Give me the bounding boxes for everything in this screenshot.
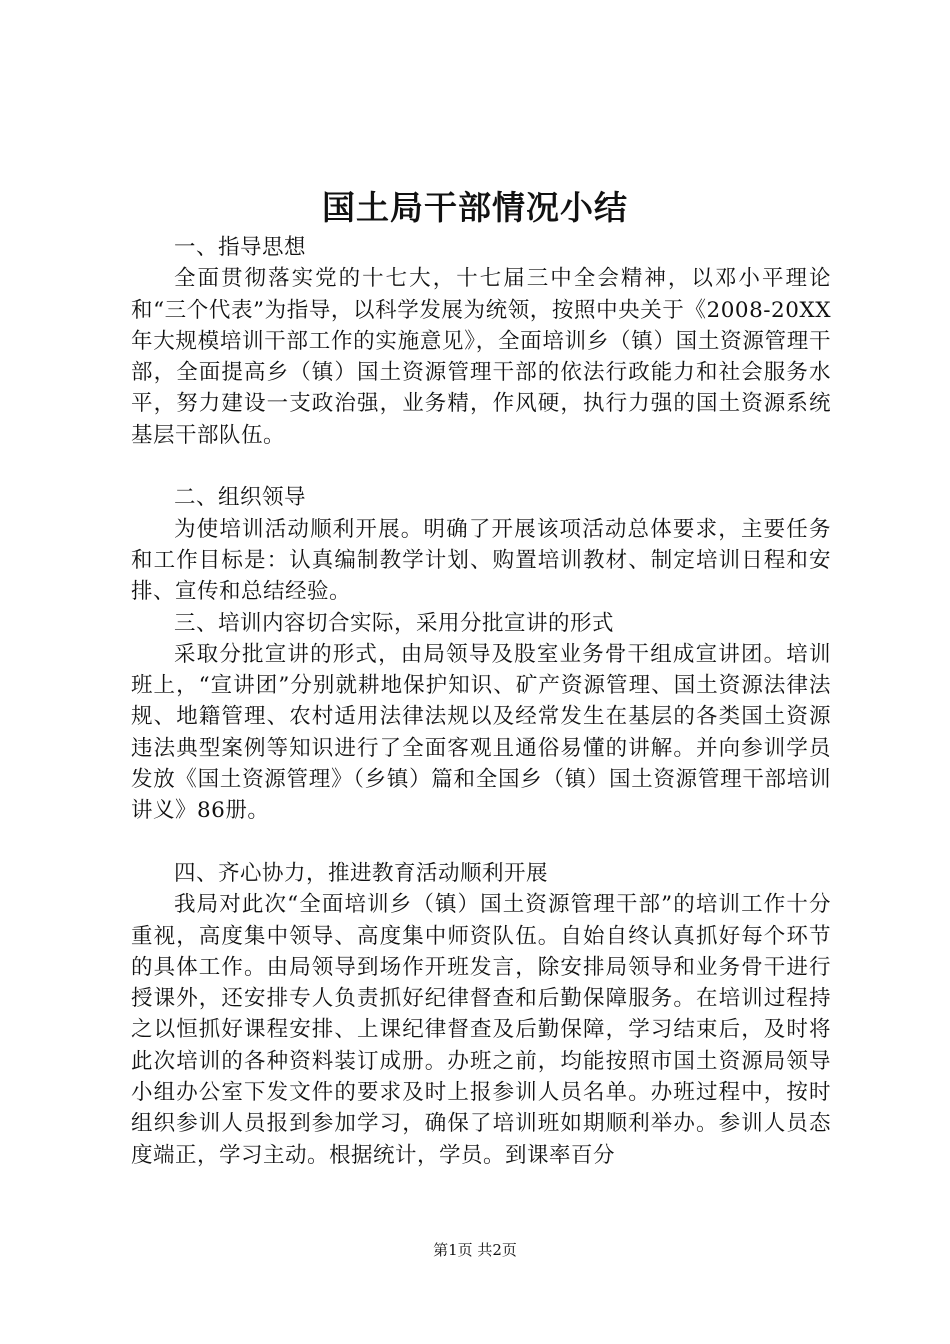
paragraph-gap	[131, 451, 831, 482]
section-paragraph-3: 采取分批宣讲的形式，由局领导及股室业务骨干组成宣讲团。培训班上，“宣讲团”分别就耕地保护知识、矿产资源管理、国土资源法律法规、地籍管理、农村适用法律法规以及经常发生在基层的各类国土资源违法典型案例等知识进行了全面客观且通俗易懂的讲解。并向参训学员发放《国土资源管理》（乡镇）篇和全国乡（镇）国土资源管理干部培训讲义》86册。	[131, 641, 831, 824]
document-title: 国土局干部情况小结	[322, 188, 628, 227]
section-paragraph-1: 全面贯彻落实党的十七大，十七届三中全会精神，以邓小平理论和“三个代表”为指导，以科学发展为统领，按照中央关于《2008-20XX年大规模培训干部工作的实施意见》，全面培训乡（镇）国土资源管理干部，全面提高乡（镇）国土资源管理干部的依法行政能力和社会服务水平，努力建设一支政治强，业务精，作风硬，执行力强的国土资源系统基层干部队伍。	[131, 266, 831, 448]
page-footer: 第1页 共2页	[433, 1241, 517, 1259]
section-heading-3: 三、培训内容切合实际，采用分批宣讲的形式	[174, 610, 615, 636]
paragraph-gap	[131, 827, 831, 858]
section-heading-4: 四、齐心协力，推进教育活动顺利开展	[174, 860, 549, 886]
section-paragraph-4: 我局对此次“全面培训乡（镇）国土资源管理干部”的培训工作十分重视，高度集中领导、高度集中师资队伍。自始自终认真抓好每个环节的具体工作。由局领导到场作开班发言，除安排局领导和业务骨干进行授课外，还安排专人负责抓好纪律督查和后勤保障服务。在培训过程持之以恒抓好课程安排、上课纪律督查及后勤保障，学习结束后，及时将此次培训的各种资料装订成册。办班之前，均能按照市国土资源局领导小组办公室下发文件的要求及时上报参训人员名单。办班过程中，按时组织参训人员报到参加学习，确保了培训班如期顺利举办。参训人员态度端正，学习主动。根据统计，学员。到课率百分	[131, 892, 831, 1168]
section-heading-1: 一、指导思想	[174, 235, 307, 260]
document-body	[131, 232, 831, 1171]
section-heading-2: 二、组织领导	[174, 485, 307, 511]
section-paragraph-2: 为使培训活动顺利开展。明确了开展该项活动总体要求，主要任务和工作目标是：认真编制教学计划、购置培训教材、制定培训日程和安排、宣传和总结经验。	[131, 516, 831, 605]
